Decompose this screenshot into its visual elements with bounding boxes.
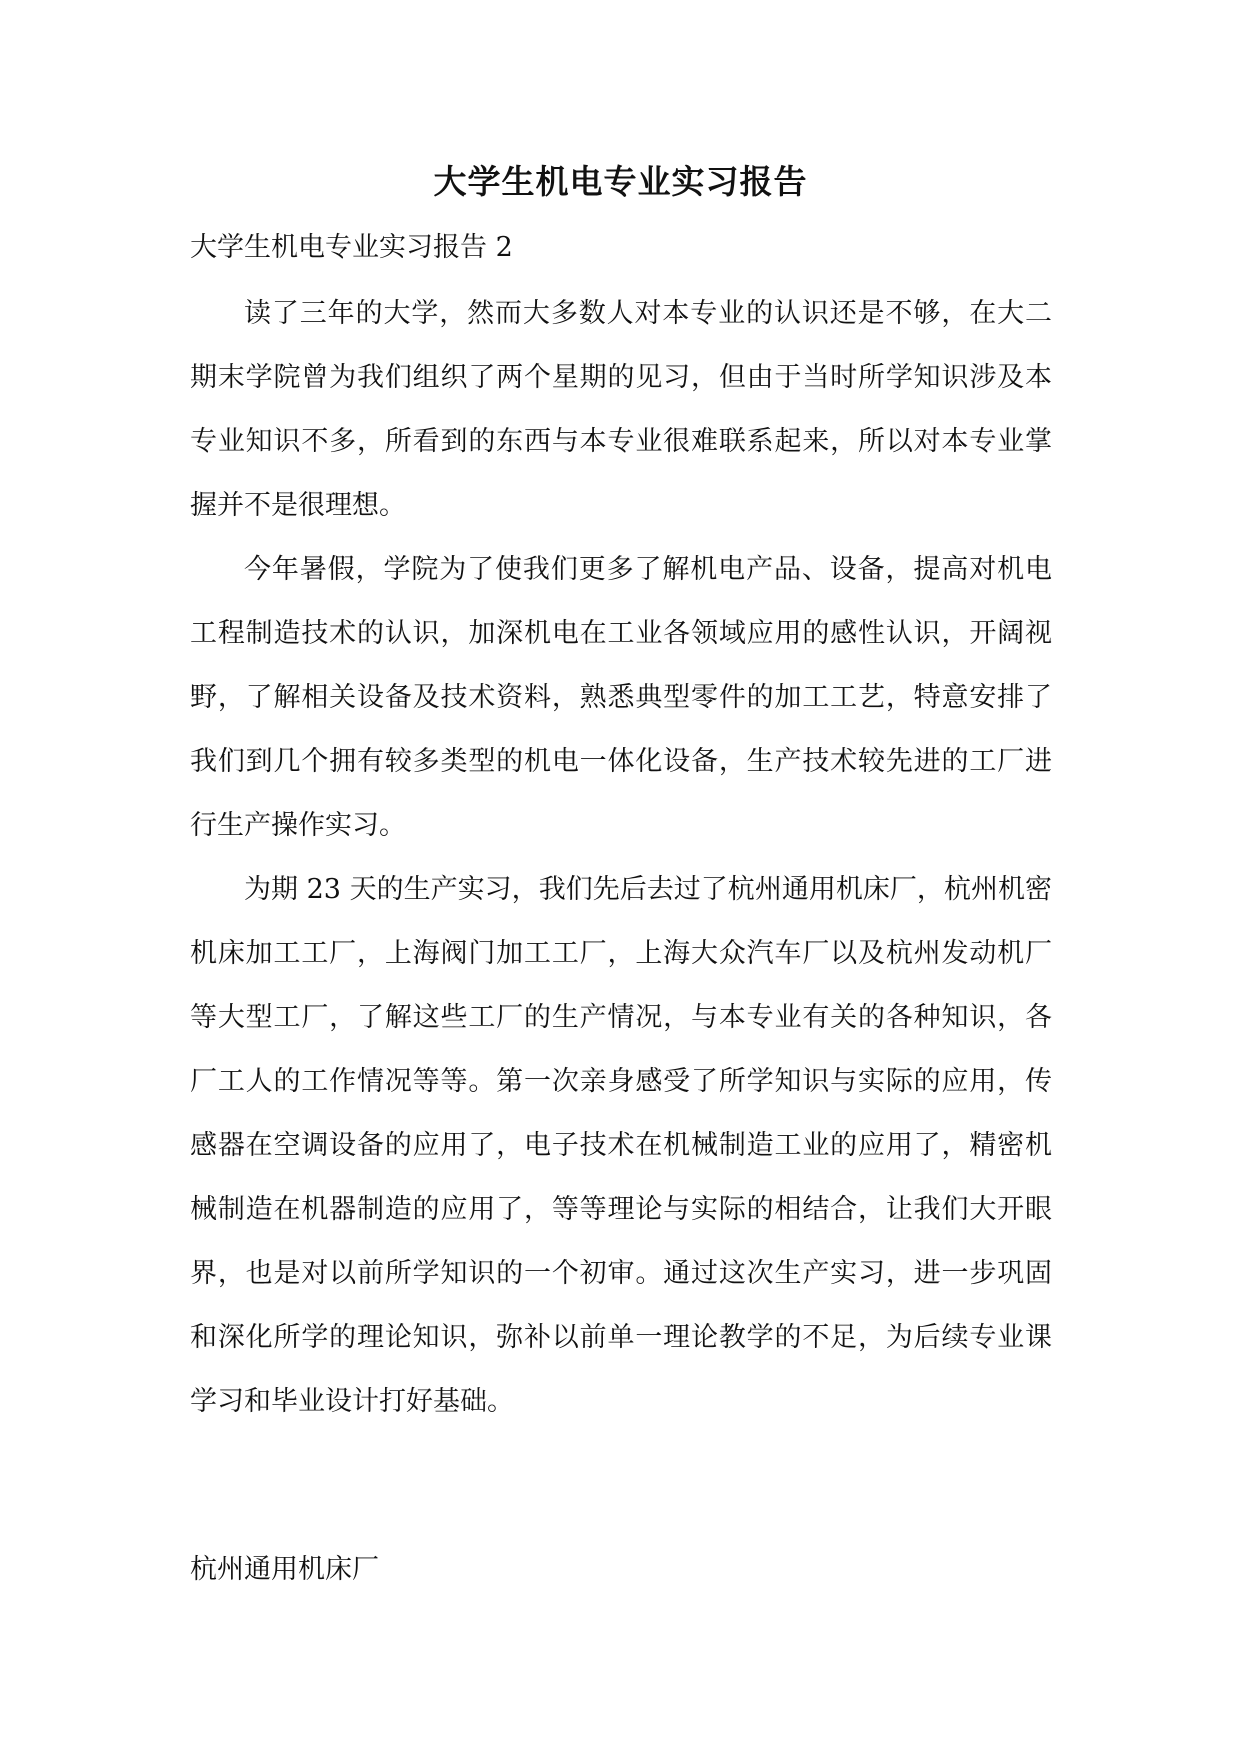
- document-subtitle: 大学生机电专业实习报告 2: [190, 232, 513, 263]
- paragraph-2: 今年暑假，学院为了使我们更多了解机电产品、设备，提高对机电工程制造技术的认识，加深机电在工业各领域应用的感性认识，开阔视野，了解相关设备及技术资料，熟悉典型零件的加工工艺，特意安排了我们到几个拥有较多类型的机电一体化设备，生产技术较先进的工厂进行生产操作实习。: [190, 554, 1052, 841]
- section-heading: 杭州通用机床厂: [190, 1554, 379, 1585]
- paragraph-1: 读了三年的大学，然而大多数人对本专业的认识还是不够，在大二期末学院曾为我们组织了两个星期的见习，但由于当时所学知识涉及本专业知识不多，所看到的东西与本专业很难联系起来，所以对本专业掌握并不是很理想。: [190, 298, 1052, 521]
- document-title: 大学生机电专业实习报告: [433, 162, 808, 201]
- paragraph-3: 为期 23 天的生产实习，我们先后去过了杭州通用机床厂，杭州机密机床加工工厂，上海阀门加工工厂，上海大众汽车厂以及杭州发动机厂等大型工厂，了解这些工厂的生产情况，与本专业有关的各种知识，各厂工人的工作情况等等。第一次亲身感受了所学知识与实际的应用，传感器在空调设备的应用了，电子技术在机械制造工业的应用了，精密机械制造在机器制造的应用了，等等理论与实际的相结合，让我们大开眼界，也是对以前所学知识的一个初审。通过这次生产实习，进一步巩固和深化所学的理论知识，弥补以前单一理论教学的不足，为后续专业课学习和毕业设计打好基础。: [190, 874, 1052, 1417]
